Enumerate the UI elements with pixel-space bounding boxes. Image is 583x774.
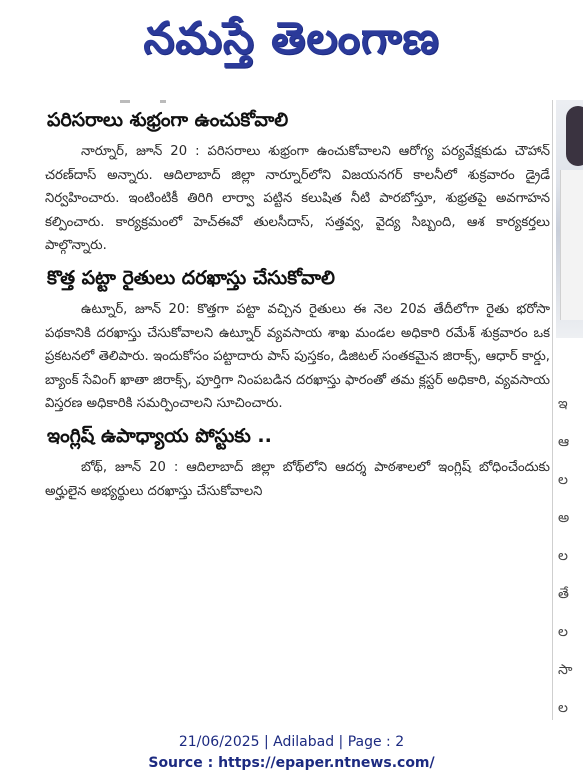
person-photo-body	[560, 170, 583, 320]
adjacent-column-text	[558, 385, 582, 720]
article-headline: ఇంగ్లిష్ ఉపాధ్యాయ పోస్టుకు ..	[47, 424, 272, 447]
glyph: ఇ	[558, 396, 568, 412]
article-body: నార్నూర్, జూన్ 20 : పరిసరాలు శుభ్రంగా ఉంచుకోవాలని ఆరోగ్య పర్యవేక్షకుడు చౌహాన్ చరణ్‌దాస్ అన్నారు. ఆదిలాబాద్ జిల్లా నార్నూర్‌లోని విజయనగర్ కాలనీలో శుక్రవారం డ్రైడే నిర్వహించారు. ఇంటింటికీ తిరిగి లార్వా పట్టిన కలుషిత నీటి పారబోస్తూ, శుభ్రతపై అవగాహన కల్పించారు. కార్యక్రమంలో హెచ్ఈవో తులసీదాస్, సత్తవ్వ, వైద్య సిబ్బంది, ఆశ కార్యకర్తలు పాల్గొన్నారు.	[45, 144, 550, 254]
source-link[interactable]: Source : https://epaper.ntnews.com/	[148, 755, 435, 771]
glyph: ఆ	[558, 434, 570, 450]
masthead	[0, 0, 583, 80]
glyph: ల	[558, 700, 568, 716]
glyph: అ	[558, 510, 570, 526]
article-body: బోథ్, జూన్ 20 : ఆదిలాబాద్ జిల్లా బోథ్‌లోని ఆదర్శ పాఠశాలలో ఇంగ్లిష్ బోధించేందుకు అర్హులైన అభ్యర్థులు దరఖాస్తు చేసుకోవాలని	[45, 459, 550, 499]
newspaper-logo: నమస్తే తెలంగాణ	[143, 13, 440, 64]
edition-info: 21/06/2025 | Adilabad | Page : 2	[178, 734, 405, 750]
article-headline: పరిసరాలు శుభ్రంగా ఉంచుకోవాలి	[47, 109, 289, 131]
person-photo-head	[566, 106, 583, 166]
glyph: ల	[558, 472, 568, 488]
column-divider	[552, 100, 553, 720]
article-column	[45, 100, 550, 720]
glyph: ల	[558, 548, 568, 564]
article-headline: కొత్త పట్టా రైతులు దరఖాస్తు చేసుకోవాలి	[47, 266, 335, 289]
glyph: సా	[558, 662, 573, 678]
adjacent-column-strip	[556, 100, 583, 720]
glyph: ల	[558, 624, 568, 640]
article-body: ఉట్నూర్, జూన్ 20: కొత్తగా పట్టా వచ్చిన రైతులు ఈ నెల 20వ తేదీలోగా రైతు భరోసా పథకానికి దరఖాస్తు చేసుకోవాలని ఉట్నూర్ వ్యవసాయ శాఖ మండల అధికారి రమేశ్ శుక్రవారం ఒక ప్రకటనలో తెలిపారు. ఇందుకోసం పట్టాదారు పాస్ పుస్తకం, డిజిటల్ సంతకమైన జిరాక్స్, ఆధార్ కార్డు, బ్యాంక్ సేవింగ్ ఖాతా జిరాక్స్, పూర్తిగా నింపబడిన దరఖాస్తు ఫారంతో తమ క్లస్టర్ అధికారి, వ్యవసాయ విస్తరణ అధికారికి సమర్పించాలని సూచించారు.	[45, 301, 550, 412]
glyph: తే	[558, 586, 569, 602]
news-photo	[556, 100, 583, 338]
page-footer	[0, 732, 583, 774]
